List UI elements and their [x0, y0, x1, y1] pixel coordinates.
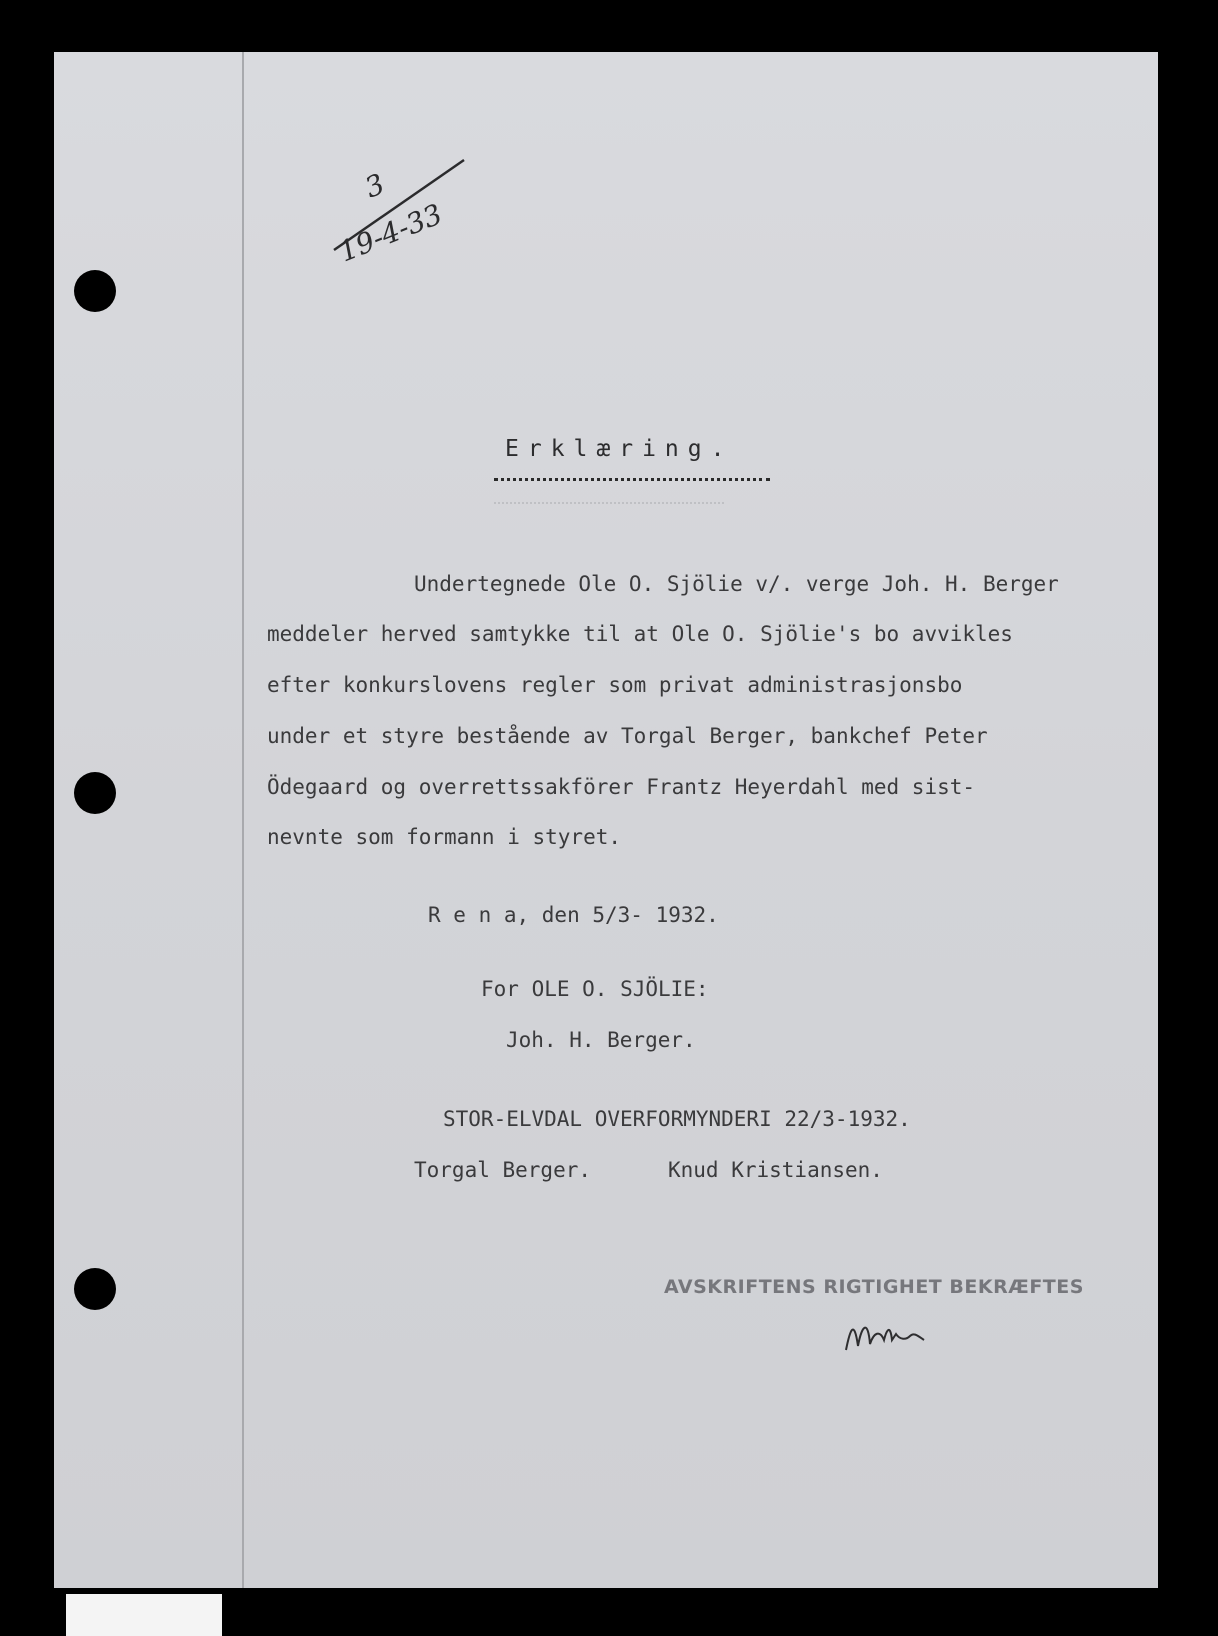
archive-label: [66, 1594, 222, 1636]
authority-line: STOR-ELVDAL OVERFORMYNDERI 22/3-1932.: [443, 1107, 911, 1131]
document-title: Erklæring.: [505, 436, 734, 462]
handwritten-date-mark: [330, 158, 480, 268]
for-line: For OLE O. SJÖLIE:: [481, 977, 709, 1001]
punch-hole-top: [74, 270, 116, 312]
certification-stamp: AVSKRIFTENS RIGTIGHET BEKRÆFTES: [664, 1276, 1084, 1298]
signer-name: Joh. H. Berger.: [506, 1028, 696, 1052]
handwritten-date: 19-4-33: [334, 197, 447, 268]
paper-sheet: [54, 52, 1158, 1588]
body-line: Ödegaard og overrettssakförer Frantz Heyerdahl med sist-: [267, 775, 976, 799]
punch-hole-bottom: [74, 1268, 116, 1310]
handwritten-signature: [840, 1310, 930, 1360]
punch-hole-middle: [74, 772, 116, 814]
body-line: under et styre bestående av Torgal Berger, bankchef Peter: [267, 724, 988, 748]
place-date: R e n a, den 5/3- 1932.: [428, 903, 719, 927]
signatory-left: Torgal Berger.: [414, 1158, 592, 1182]
signature-stroke: [846, 1328, 924, 1350]
margin-rule: [242, 52, 244, 1588]
title-faint-underline: [494, 502, 724, 504]
body-line: nevnte som formann i styret.: [267, 825, 622, 849]
body-line: meddeler herved samtykke til at Ole O. Sjölie's bo avvikles: [267, 622, 1013, 646]
body-line: efter konkurslovens regler som privat administrasjonsbo: [267, 673, 963, 697]
signatory-right: Knud Kristiansen.: [668, 1158, 883, 1182]
handwritten-number: 3: [360, 167, 390, 205]
title-underline: [494, 478, 770, 481]
body-line: Undertegnede Ole O. Sjölie v/. verge Joh. H. Berger: [414, 572, 1059, 596]
